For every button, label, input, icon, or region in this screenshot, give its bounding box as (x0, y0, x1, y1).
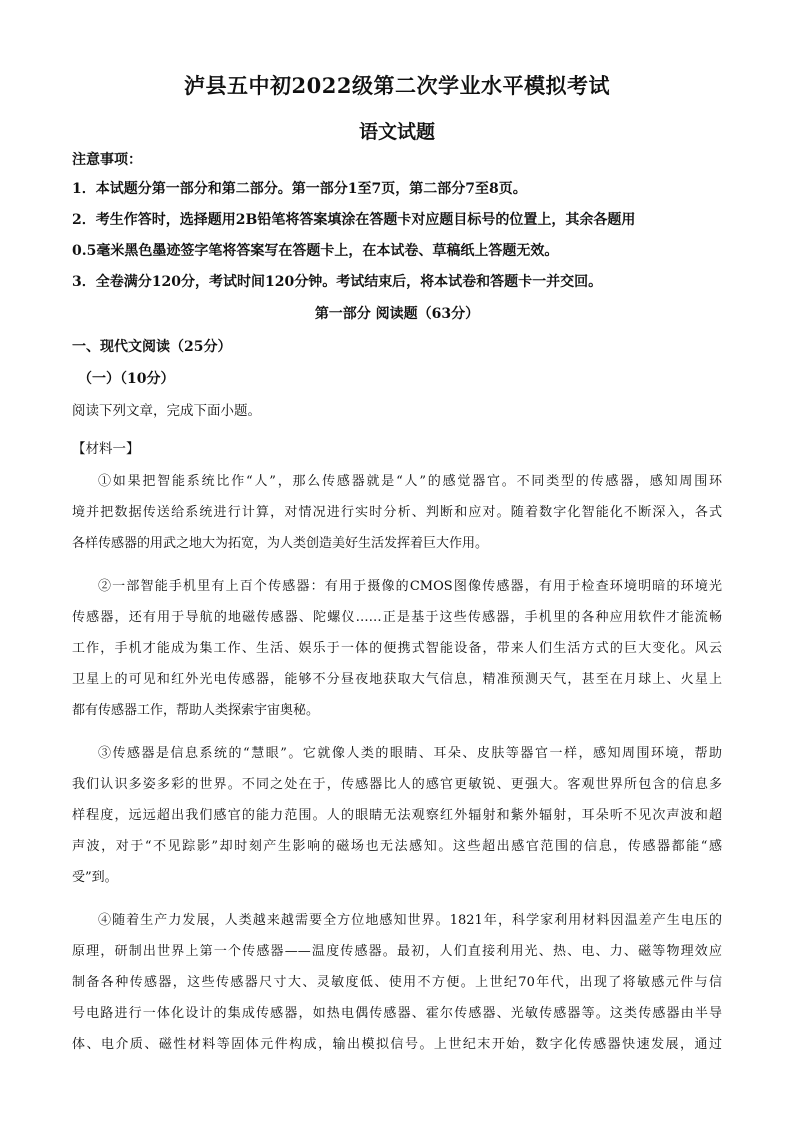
text-line: 卫星上的可见和红外光电传感器，能够不分昼夜地获取大气信息，精准预测天气，甚至在月球上、火星上 (72, 672, 722, 687)
exam-title: 泸县五中初2022级第二次学业水平模拟考试 (184, 73, 610, 98)
article-paragraph (72, 905, 722, 1060)
reading-instruction: 阅读下列文章，完成下面小题。 (72, 403, 261, 419)
section-heading: 一、现代文阅读（25分） (72, 339, 232, 355)
text-line: 受”到。 (72, 870, 118, 885)
text-line: 境并把数据传送给系统进行计算，对情况进行实时分析、判断和应对。随着数字化智能化不断深入，各式 (72, 505, 722, 520)
notice-block (72, 147, 722, 298)
notice-item: 0.5毫米黑色墨迹签字笔将答案写在答题卡上，在本试卷、草稿纸上答题无效。 (72, 243, 559, 259)
article-paragraph (72, 738, 722, 893)
article-body (72, 466, 722, 1072)
text-line: 我们认识多姿多彩的世界。不同之处在于，传感器比人的感官更敏锐、更强大。客观世界所包含的信息多 (72, 777, 722, 792)
notice-item: 1．本试题分第一部分和第二部分。第一部分1至7页，第二部分7至8页。 (72, 181, 527, 197)
text-line: 原理，研制出世界上第一个传感器——温度传感器。最初，人们直接利用光、热、电、力、磁等物理效应 (72, 944, 722, 959)
text-line: 各样传感器的用武之地大为拓宽，为人类创造美好生活发挥着巨大作用。 (72, 536, 489, 551)
text-line: 体、电介质、磁性材料等固体元件构成，输出模拟信号。上世纪末开始，数字化传感器快速发展，通过 (72, 1037, 722, 1052)
article-paragraph (72, 571, 722, 726)
exam-subject: 语文试题 (358, 121, 435, 143)
text-line: ②一部智能手机里有上百个传感器：有用于摄像的CMOS图像传感器，有用于检查环境明暗的环境光 (98, 579, 722, 594)
text-line: 工作，手机才能成为集工作、生活、娱乐于一体的便携式智能设备，带来人们生活方式的巨大变化。风云 (72, 641, 722, 656)
text-line: 声波，对于“不见踪影”却时刻产生影响的磁场也无法感知。这些超出感官范围的信息，传感器都能“感 (72, 839, 722, 854)
text-line: 传感器，还有用于导航的地磁传感器、陀螺仪……正是基于这些传感器，手机里的各种应用软件才能流畅 (72, 610, 722, 625)
material-label: 【材料一】 (72, 441, 140, 457)
notice-item: 3．全卷满分120分，考试时间120分钟。考试结束后，将本试卷和答题卡一并交回。 (72, 274, 603, 290)
text-line: ④随着生产力发展，人类越来越需要全方位地感知世界。1821年，科学家利用材料因温差产生电压的 (98, 913, 722, 928)
notice-heading: 注意事项： (72, 152, 142, 168)
text-line: 都有传感器工作，帮助人类探索宇宙奥秘。 (72, 703, 320, 718)
text-line: ③传感器是信息系统的“慧眼”。它就像人类的眼睛、耳朵、皮肤等器官一样，感知周围环境，帮助 (98, 746, 722, 761)
article-paragraph (72, 466, 722, 559)
text-line: 制备各种传感器，这些传感器尺寸大、灵敏度低、使用不方便。上世纪70年代，出现了将敏感元件与信 (72, 975, 722, 990)
text-line: ①如果把智能系统比作“人”，那么传感器就是“人”的感觉器官。不同类型的传感器，感知周围环 (98, 474, 722, 489)
text-line: 样程度，远远超出我们感官的能力范围。人的眼睛无法观察红外辐射和紫外辐射，耳朵听不见次声波和超 (72, 808, 722, 823)
notice-item: 2．考生作答时，选择题用2B铅笔将答案填涂在答题卡对应题目标号的位置上，其余各题用 (72, 212, 636, 228)
subsection-heading: （一）（10分） (78, 371, 175, 387)
text-line: 号电路进行一体化设计的集成传感器，如热电偶传感器、霍尔传感器、光敏传感器等。这类传感器由半导 (72, 1006, 722, 1021)
part-heading: 第一部分 阅读题（63分） (314, 306, 480, 322)
